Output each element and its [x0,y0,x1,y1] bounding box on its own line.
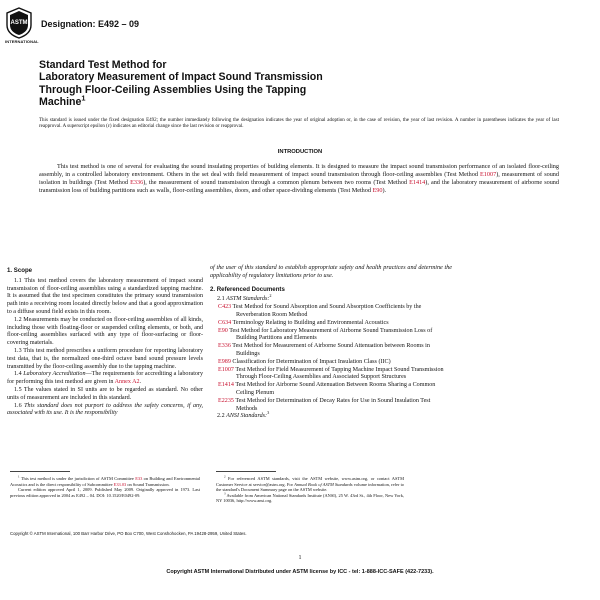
ref-title: Test Method for Measurement of Airborne Sound Attenuation between Rooms in Buildings [230,343,430,357]
footnote-1-edition: Current edition approved April 1, 2009. Published May 2009. Originally approved in 1973. Last previous edition approved in 2004 as E492 – 04. DOI: 10.1520/E0492-09. [10,487,200,498]
ref-code-link[interactable]: E90 [218,327,228,334]
scope-1-4 [7,371,203,387]
footnote-2-italic: Annual Book of ASTM Standards [294,481,353,487]
ref-code-link[interactable]: E1007 [218,366,234,373]
introduction-paragraph [39,163,559,195]
ref-title: Test Method for Sound Absorption and Sound Absorption Coefficients by the Reverberation Room Method [231,304,422,319]
intro-text-c: ), the measurement of sound transmission through a common plenum between two rooms (Test Method [143,179,410,187]
ref-code-link[interactable]: C634 [218,319,232,326]
title-line-4-text: Machine [39,96,82,109]
astm-footnote-mark: 2 [269,293,272,299]
title-line-1: Standard Test Method for [39,59,167,71]
footnote-divider-left [10,471,70,472]
ref-code-link[interactable]: E1414 [218,382,234,389]
scope-1-6-lead: 1.6 [14,402,25,409]
astm-label-num: 2.1 [217,296,227,303]
annex-a2-link[interactable]: Annex A2 [114,379,140,386]
ref-title: Terminology Relating to Building and Environmental Acoustics [231,319,389,326]
title-line-2: Laboratory Measurement of Impact Sound Transmission [39,71,323,84]
footnote-3-text: Available from American National Standards Institute (ANSI), 25 W. 43rd St., 4th Floor, New York, NY 10036, http://www.ansi.org. [216,492,404,504]
intro-text-e: ). [382,187,387,195]
list-item [210,398,452,414]
ref-code-link[interactable]: E989 [218,358,231,365]
scope-1-5: 1.5 The values stated in SI units are to be regarded as standard. No other units of measurement are included in this standard. [7,386,203,401]
logo-caption: INTERNATIONAL [5,39,39,44]
ref-title: Test Method for Airborne Sound Attenuation Between Rooms Sharing a Common Ceiling Plenum [233,382,436,396]
ref-title: Classification for Determination of Impact Insulation Class (IIC) [230,358,391,365]
scope-1-4-lead: 1.4 [14,371,24,378]
page-number: 1 [298,555,302,561]
ref-title: Test Method for Determination of Decay Rates for Use in Sound Insulation Test Methods [233,397,431,412]
list-item [210,320,452,328]
scope-1-4-end: . [139,379,142,386]
ref-link-e90[interactable]: E90 [372,187,383,195]
ref-link-e1414[interactable]: E1414 [409,179,426,187]
list-item [210,328,452,344]
footnote-1-text-b: on Building and Environmental Acoustics and is the direct responsibility of Subcommittee [10,476,200,487]
subcommittee-e33-03-link[interactable]: E33.03 [113,481,127,487]
svg-text:ASTM: ASTM [10,20,28,26]
committee-e33-link[interactable]: E33 [135,476,143,481]
astm-label-text: ASTM Standards: [226,296,270,303]
ansi-label-text: ANSI Standards: [226,413,268,420]
ansi-footnote-mark: 3 [267,410,270,416]
copyright-line: Copyright © ASTM International, 100 Barr Harbor Drive, PO Box C700, West Conshohocken, PA 19428-2959, United States. [10,531,247,536]
footnote-right [216,476,404,504]
scope-1-2: 1.2 Measurements may be conducted on floor-ceiling assemblies of all kinds, including those with floating-floor or suspended ceiling elements, or both, and floor-ceiling assemblies surfaced with any type of floor-surfacing or floor-covering materials. [7,316,203,347]
intro-text-b: ), measurement of sound isolation in buildings (Test Method [39,171,559,187]
page-title [39,59,459,109]
scope-1-6-italic: This standard does not purport to address the safety concerns, if any, associated with its use. It is the responsibility [7,402,204,417]
license-line: Copyright ASTM International Distributed under ASTM license by ICC - tel: 1-888-ICC-SAFE (422-7233). [166,569,434,575]
footnote-1-mark: 1 [18,474,20,479]
ansi-standards-label [210,410,452,421]
ref-code-link[interactable]: E2235 [218,397,234,404]
footnote-2-text-b: volume information, refer to the standard's Document Summary page on the ASTM website. [216,481,405,493]
designation: Designation: E492 – 09 [41,19,140,29]
left-column [7,265,203,418]
footnote-3-mark: 3 [224,491,226,496]
referenced-documents-heading: 2. Referenced Documents [210,285,285,293]
scope-heading: 1. Scope [7,267,33,274]
scope-1-6 [7,403,203,419]
footnote-2-text-a: For referenced ASTM standards, visit the ASTM website, www.astm.org, or contact ASTM Customer Service at service@astm.org. For [216,476,404,487]
footnote-2-mark: 2 [224,474,226,479]
ref-code-link[interactable]: C423 [218,304,232,311]
ref-code-link[interactable]: E336 [218,343,231,350]
footnote-1 [10,476,200,487]
introduction-body [39,163,559,195]
scope-1-3: 1.3 This test method prescribes a uniform procedure for reporting laboratory test data, that is, the normalized one-third octave band sound pressure levels transmitted by the floor-ceiling assembly due to the tapping machine. [7,347,203,370]
footnote-1-text-c: on Sound Transmission. [126,481,170,487]
footnote-2 [216,474,405,496]
list-item [210,304,452,320]
intro-text-a: This test method is one of several for evaluating the sound insulating properties of building elements. It is designed to measure the impact sound transmission performance of an isolated floor-ceiling assembly, in a controlled laboratory environment. Others in the set deal with field measurement of impact sound transmission through floor-ceiling assemblies (Test Method [39,163,559,179]
ref-link-e1007[interactable]: E1007 [480,171,497,179]
right-column [210,265,452,421]
scope-1-4-italic: Laboratory Accreditation [23,371,86,378]
scope-1-1: 1.1 This test method covers the laboratory measurement of impact sound transmission of floor-ceiling assemblies using a standardized tapping machine. It is assumed that the test specimen constitutes the primary sound transmission path into a receiving room located directly below and that a good approximation to a diffuse sound field exists in this room. [7,277,203,315]
footnote-3 [216,493,404,504]
title-line-4 [39,93,459,109]
list-item [210,343,452,359]
ref-link-e336[interactable]: E336 [130,179,144,187]
footnote-left [10,476,200,498]
reference-list [210,304,452,416]
footnote-divider-right [216,471,276,472]
scope-1-6-continuation: of the user of this standard to establish appropriate safety and health practices and determine the applicability of regulatory limitations prior to use. [210,265,452,279]
footnote-1-text-a: This test method is under the jurisdiction of ASTM Committee [20,476,136,481]
list-item [210,367,452,383]
astm-logo-icon [6,7,32,39]
designation-notice: This standard is issued under the fixed designation E492; the number immediately following the designation indicates the year of original adoption or, in the case of revision, the year of last revision. A number in parentheses indicates the year of last reapproval. A superscript epsilon (ε) indicates an editorial change since the last revision or reapproval. [39,118,559,130]
scope-1-4-text: —The requirements for accrediting a laboratory for performing this test method are given in [7,371,204,386]
title-footnote-mark: 1 [81,93,86,103]
introduction-heading: INTRODUCTION [277,149,323,155]
title-line-3: Through Floor-Ceiling Assemblies Using the Tapping [39,83,307,96]
ansi-label-num: 2.2 [217,413,227,420]
list-item [210,382,452,398]
intro-text-d: ), and the laboratory measurement of airborne sound transmission loss of building partitions such as walls, floor-ceiling assemblies, doors, and other space-dividing elements (Test Method [39,179,559,195]
ref-title: Test Method for Field Measurement of Tapping Machine Impact Sound Transmission Through Floor-Ceiling Assemblies and Associated Support Structures [233,366,444,381]
ref-title: Test Method for Laboratory Measurement of Airborne Sound Transmission Loss of Building Partitions and Elements [227,327,433,342]
list-item [210,359,452,367]
